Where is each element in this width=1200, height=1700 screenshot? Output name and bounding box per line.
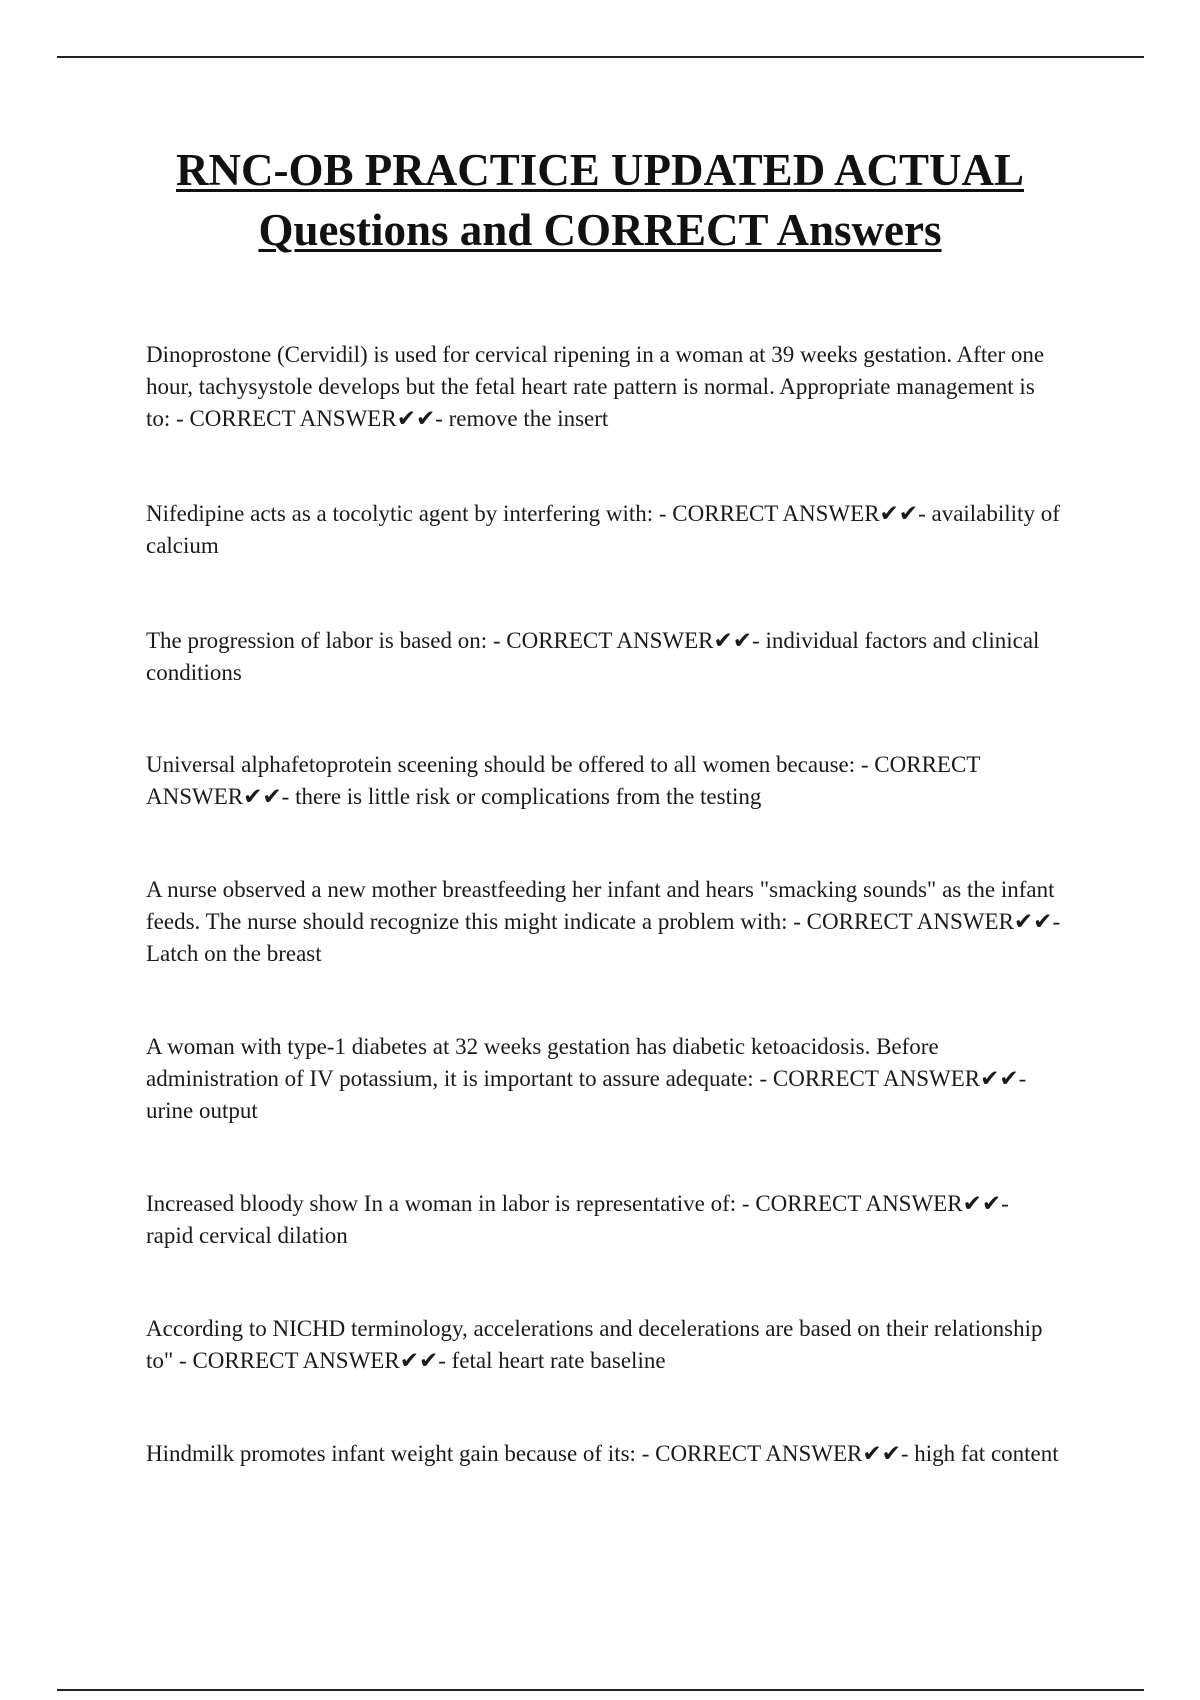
answer-text: fetal heart rate baseline [451,1348,666,1373]
question-text: A nurse observed a new mother breastfeeding her infant and hears "smacking sounds" as the infant feeds. The nurse should recognize this might indicate a problem with: [146,877,1055,934]
correct-answer-marker: - CORRECT ANSWER✔✔- [653,501,932,526]
qa-item-3 [146,625,1061,689]
document-title: RNC-OB PRACTICE UPDATED ACTUAL Questions and CORRECT Answers [176,145,1024,255]
question-text: Universal alphafetoprotein sceening should be offered to all women because: [146,752,856,777]
qa-item-6 [146,1031,1061,1127]
qa-item-4 [146,749,1061,813]
qa-item-9 [146,1438,1061,1470]
question-text: The progression of labor is based on: [146,628,488,653]
correct-answer-marker: - CORRECT ANSWER✔✔- [787,909,1061,934]
answer-text: high fat content [914,1441,1059,1466]
correct-answer-marker: - CORRECT ANSWER✔✔- [487,628,766,653]
answer-text: Latch on the breast [146,941,322,966]
question-text: Nifedipine acts as a tocolytic agent by interfering with: [146,501,654,526]
top-rule [57,56,1144,58]
bottom-rule [57,1689,1144,1691]
correct-answer-marker: - CORRECT ANSWER✔✔- [173,1348,452,1373]
answer-text: rapid cervical dilation [146,1223,348,1248]
correct-answer-marker: - CORRECT ANSWER✔✔- [753,1066,1027,1091]
answer-text: availability of calcium [146,501,1060,558]
question-text: A woman with type-1 diabetes at 32 weeks gestation has diabetic ketoacidosis. Before administration of IV potassium, it is important to assure adequate: [146,1034,939,1091]
correct-answer-marker: - CORRECT ANSWER✔✔- [146,752,980,809]
qa-item-7 [146,1188,1061,1252]
qa-item-5 [146,874,1061,970]
answer-text: remove the insert [448,406,609,431]
qa-item-2 [146,498,1061,562]
question-text: Increased bloody show In a woman in labor is representative of: [146,1191,737,1216]
correct-answer-marker: - CORRECT ANSWER✔✔- [635,1441,915,1466]
answer-text: individual factors and clinical conditions [146,628,1040,685]
question-text: Dinoprostone (Cervidil) is used for cervical ripening in a woman at 39 weeks gestation. After one hour, tachysystole develops but the fetal heart rate pattern is normal. Appropriate management is to: [146,342,1045,431]
question-text: Hindmilk promotes infant weight gain because of its: [146,1441,636,1466]
answer-text: urine output [146,1098,258,1123]
qa-list [146,339,1061,1470]
qa-item-8 [146,1313,1061,1377]
qa-item-1 [146,339,1061,435]
correct-answer-marker: - CORRECT ANSWER✔✔- [170,406,449,431]
answer-text: there is little risk or complications from the testing [295,784,762,809]
question-text: According to NICHD terminology, accelerations and decelerations are based on their relationship to" [146,1316,1043,1373]
correct-answer-marker: - CORRECT ANSWER✔✔- [736,1191,1009,1216]
